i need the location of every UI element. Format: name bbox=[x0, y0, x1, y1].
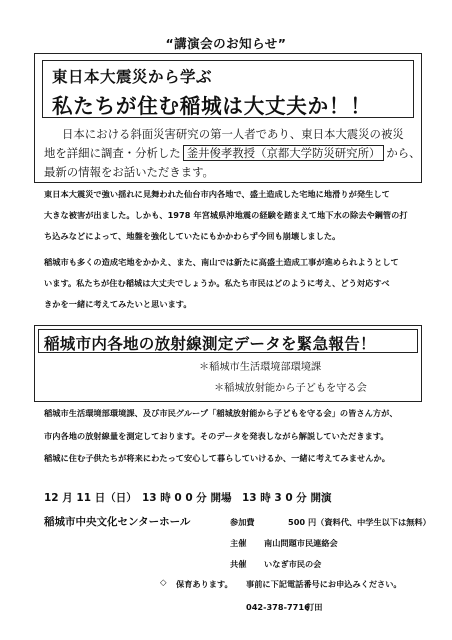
speaker-name: 釜井俊孝教授（京都大学防災研究所） bbox=[183, 145, 385, 161]
reservation-note: 事前に下記電話番号にお申込みください。 bbox=[246, 579, 402, 589]
report-body-line: 稲城に住む子供たちが将来にわたって安心して暮らしていけるか、一緒に考えてみませんか。 bbox=[44, 453, 390, 463]
intro-line-2 bbox=[44, 145, 421, 161]
fee-value: 500 円（資料代、中学生以下は無料） bbox=[288, 517, 431, 527]
cohost-label: 共催 bbox=[230, 559, 247, 569]
diamond-icon: ◇ bbox=[160, 578, 167, 588]
report-credit-1: ＊稲城市生活環境部環境課 bbox=[199, 362, 322, 373]
lecture-body-line: きかを一緒に考えてみたいと思います。 bbox=[44, 299, 192, 309]
organizer-value: 南山問題市民連絡会 bbox=[264, 538, 338, 548]
lecture-body-line: います。私たちが住む稲城は大丈夫でしょうか。私たち市民はどのように考え、どう対応すべ bbox=[44, 278, 390, 288]
event-datetime: 12 月 11 日（日） 13 時 0 0 分 開場 13 時 3 0 分 開演 bbox=[44, 492, 332, 504]
intro-line-2-post: から、 bbox=[386, 146, 421, 160]
report-title: 稲城市内各地の放射線測定データを緊急報告！ bbox=[44, 335, 376, 353]
lecture-body-line: 東日本大震災で強い揺れに見舞われた仙台市内各地で、盛土造成した宅地に地滑りが発生して bbox=[44, 189, 390, 199]
lecture-body-line: ち込みなどによって、地盤を強化していたにもかかわらず今回も崩壊しました。 bbox=[44, 231, 341, 241]
organizer-label: 主催 bbox=[230, 538, 247, 548]
report-body-line: 稲城市生活環境部環境課、及び市民グループ「稲城放射能から子どもを守る会」の皆さん方が、 bbox=[44, 408, 398, 418]
intro-line-3: 最新の情報をお話いただきます。 bbox=[44, 165, 214, 179]
lecture-title: 東日本大震災から学ぶ bbox=[52, 68, 213, 86]
lecture-body-line: 大きな被害が出ました。しかも、1978 年宮城県沖地震の経験を踏まえて地下水の除去や鋼管の打 bbox=[44, 210, 408, 220]
intro-line-2-pre: 地を詳細に調査・分析した bbox=[44, 146, 181, 160]
intro-line-1: 日本における斜面災害研究の第一人者であり、東日本大震災の被災 bbox=[62, 127, 404, 141]
fee-label: 参加費 bbox=[230, 517, 255, 527]
notice-heading: “講演会のお知らせ” bbox=[165, 36, 287, 51]
lecture-headline: 私たちが住む稲城は大丈夫か！！ bbox=[52, 94, 372, 118]
childcare-note: 保育あります。 bbox=[176, 579, 233, 589]
report-credit-2: ＊稲城放射能から子どもを守る会 bbox=[214, 383, 367, 394]
contact-name: 打田 bbox=[306, 602, 323, 612]
contact-phone: 042-378-7716 bbox=[246, 602, 310, 612]
report-body-line: 市内各地の放射線量を測定しております。そのデータを発表しながら解説していただきます。 bbox=[44, 431, 389, 441]
cohost-value: いなぎ市民の会 bbox=[264, 559, 322, 569]
lecture-body-line: 稲城市も多くの造成宅地をかかえ、また、南山では新たに高盛土造成工事が進められようとして bbox=[44, 257, 399, 267]
event-venue: 稲城市中央文化センターホール bbox=[44, 516, 191, 528]
